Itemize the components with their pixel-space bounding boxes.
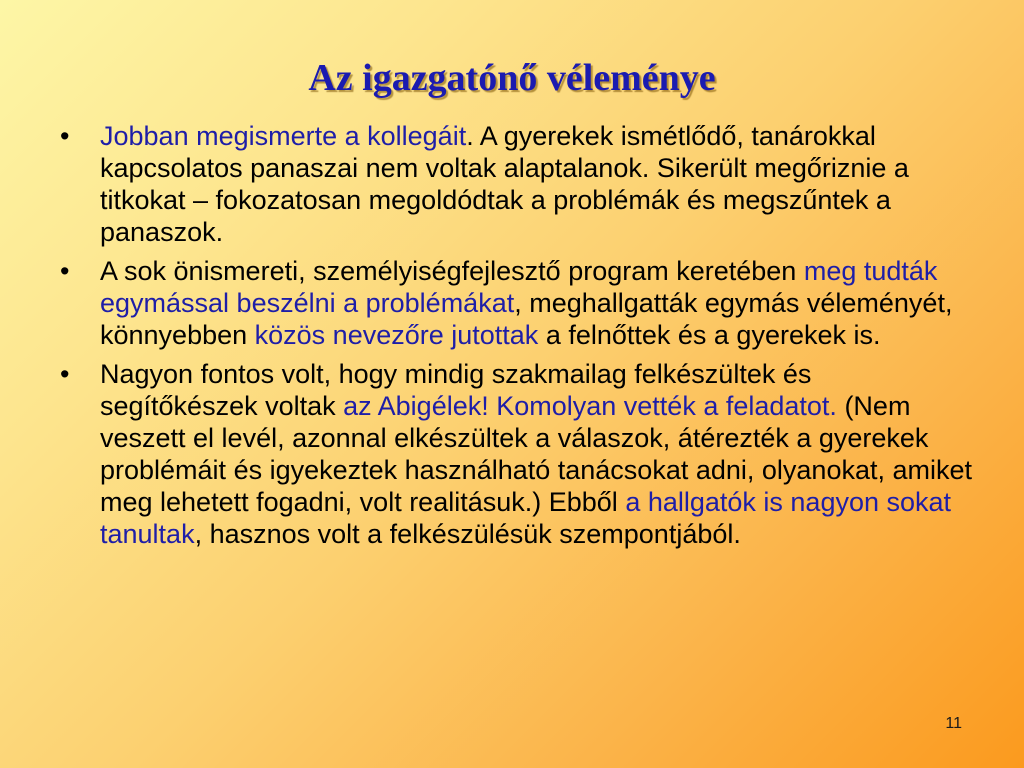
bullet-text-segment: meg tudták egymással beszélni a problémákat	[100, 256, 938, 318]
bullet-text-segment: a felnőttek és a gyerekek is.	[538, 320, 881, 350]
bullet-text-segment: közös nevezőre jutottak	[254, 320, 539, 350]
bullet-text-segment: az Abigélek! Komolyan vették a feladatot.	[343, 391, 837, 421]
bullet-text-segment: . A gyerekek ismétlődő, tanárokkal kapcsolatos panaszai nem voltak alaptalanok. Sikerült megőriznie a titkokat – fokozatosan megoldódtak a problémák és megszűntek a panaszok.	[100, 121, 909, 247]
bullet-text-segment: , meghallgatták egymás véleményét, könnyebben	[100, 288, 953, 350]
bullet-text-segment: Jobban megismerte a kollegáit	[100, 121, 467, 151]
slide-title: Az igazgatónő véleménye	[308, 57, 716, 99]
bullet-text-segment: (Nem veszett el levél, azonnal elkészültek a válaszok, átérezték a gyerekek problémáit és igyekeztek használható tanácsokat adni, olyanokat, amiket meg lehetett fogadni, volt realitásuk.) Ebből	[100, 391, 973, 517]
bullet-dot-icon: •	[60, 359, 70, 389]
bullet-item	[56, 358, 976, 550]
bullet-item	[56, 255, 976, 351]
bullet-text-segment: , hasznos volt a felkészülésük szempontjából.	[194, 519, 741, 549]
bullet-text-segment: Nagyon fontos volt, hogy mindig szakmailag felkészültek és segítőkészek voltak	[100, 359, 812, 421]
bullet-item	[56, 120, 976, 248]
bullet-text-segment: a hallgatók is nagyon sokat tanultak	[100, 487, 952, 549]
bullet-list	[56, 120, 976, 557]
page-number: 11	[945, 715, 962, 732]
bullet-text-segment: A sok önismereti, személyiségfejlesztő program keretében	[100, 256, 804, 286]
bullet-dot-icon: •	[60, 121, 70, 151]
bullet-dot-icon: •	[60, 256, 70, 286]
